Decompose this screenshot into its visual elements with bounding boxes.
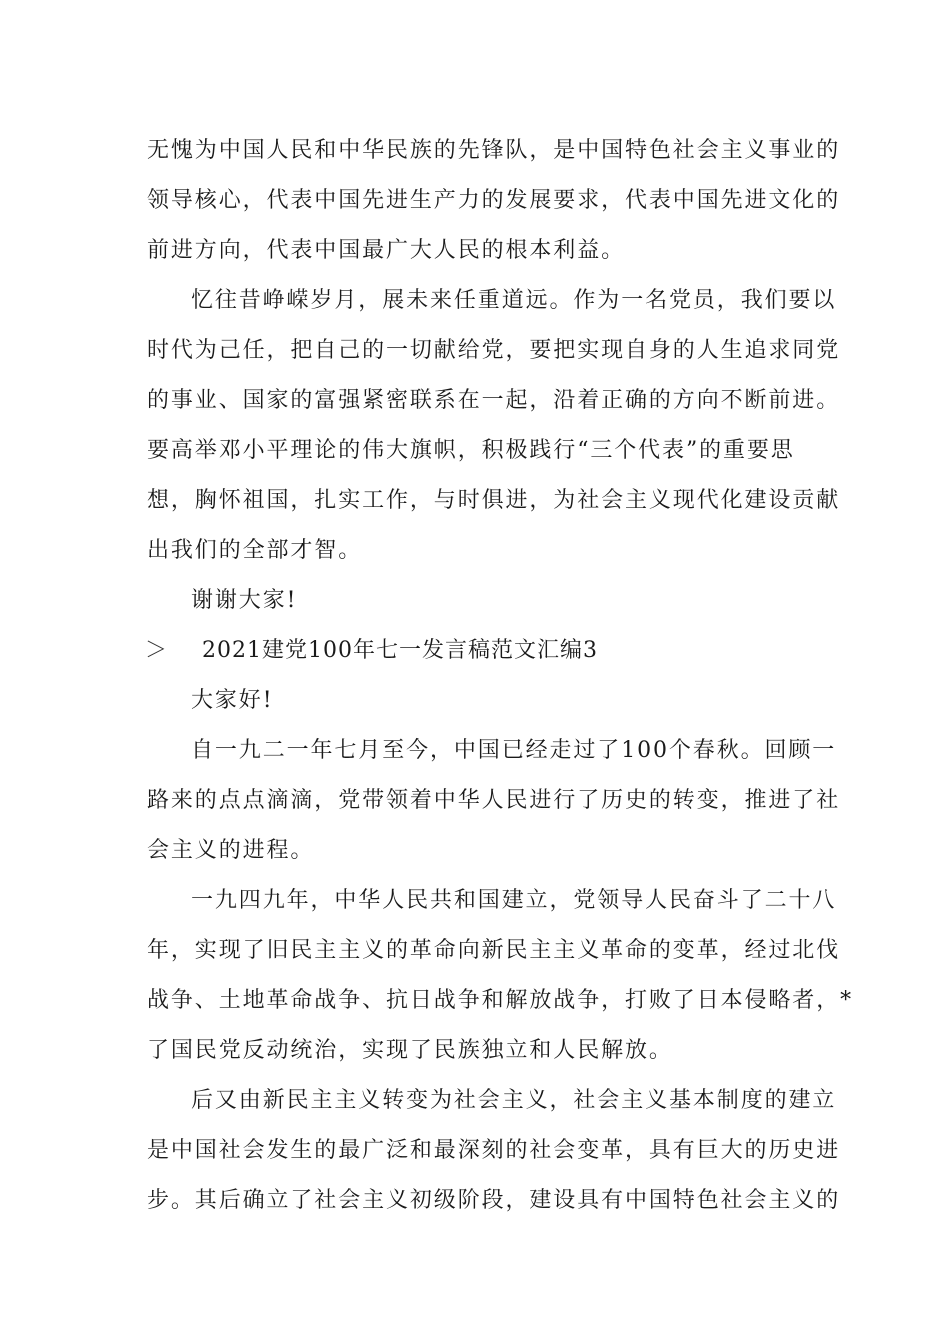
text-line: 路来的点点滴滴，党带领着中华人民进行了历史的转变，推进了社 — [147, 788, 841, 813]
text-line: 会主义的进程。 — [147, 838, 315, 863]
text-line: 前进方向，代表中国最广大人民的根本利益。 — [147, 238, 626, 263]
text-line: 是中国社会发生的最广泛和最深刻的社会变革，具有巨大的历史进 — [147, 1138, 841, 1163]
text-line: 战争、土地革命战争、抗日战争和解放战争，打败了日本侵略者，* — [147, 988, 854, 1013]
text-line: 无愧为中国人民和中华民族的先锋队，是中国特色社会主义事业的 — [147, 138, 841, 163]
greeting-line: 大家好! — [191, 688, 274, 713]
text-line: 步。其后确立了社会主义初级阶段，建设具有中国特色社会主义的 — [147, 1188, 841, 1213]
text-line: 出我们的全部才智。 — [147, 538, 363, 563]
text-line: 领导核心，代表中国先进生产力的发展要求，代表中国先进文化的 — [147, 188, 841, 213]
text-line: 的事业、国家的富强紧密联系在一起，沿着正确的方向不断前进。 — [147, 388, 841, 413]
closing-line: 谢谢大家! — [191, 588, 298, 613]
text-line: 要高举邓小平理论的伟大旗帜，积极践行“三个代表”的重要思 — [147, 438, 795, 463]
text-line: 忆往昔峥嵘岁月，展未来任重道远。作为一名党员，我们要以 — [191, 288, 837, 313]
text-line: 自一九二一年七月至今，中国已经走过了100个春秋。回顾一 — [191, 738, 837, 763]
section-heading: 2021建党100年七一发言稿范文汇编3 — [202, 638, 598, 663]
text-line: 一九四九年，中华人民共和国建立，党领导人民奋斗了二十八 — [191, 888, 837, 913]
text-line: 后又由新民主主义转变为社会主义，社会主义基本制度的建立 — [191, 1088, 837, 1113]
text-line: 想，胸怀祖国，扎实工作，与时俱进，为社会主义现代化建设贡献 — [147, 488, 841, 513]
text-line: 时代为己任，把自己的一切献给党，要把实现自身的人生追求同党 — [147, 338, 841, 363]
text-line: 了国民党反动统治，实现了民族独立和人民解放。 — [147, 1038, 673, 1063]
text-line: 年，实现了旧民主主义的革命向新民主主义革命的变革，经过北伐 — [147, 938, 841, 963]
chevron-right-icon: ＞ — [145, 638, 168, 663]
